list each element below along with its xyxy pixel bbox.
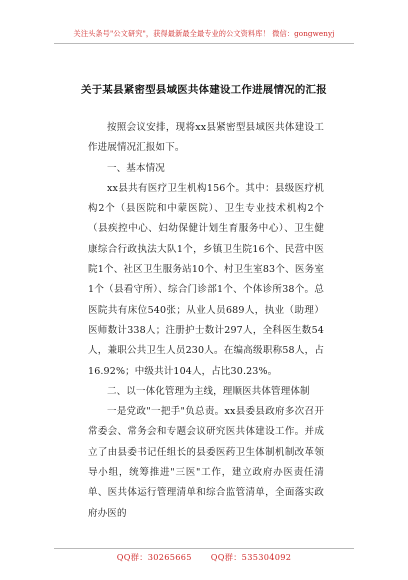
- document-title: 关于某县紧密型县域医共体建设工作进展情况的汇报: [81, 84, 327, 96]
- document-body: [88, 118, 324, 524]
- management-paragraph: 一是党政"一把手"负总责。xx县委县政府多次召开常委会、常务会和专题会议研究医共体建设工作。并成立了由县委书记任组长的县委医药卫生体制机制改革领导小组，统筹推进"三医"工作，建立政府办医责任清单、医共体运行管理清单和综合监管清单，全面落实政府办医的: [88, 406, 324, 519]
- footer-contact: [0, 552, 408, 563]
- footer-qq-group-1: QQ群：30265665: [116, 552, 192, 562]
- section-heading-management: 二、以一体化管理为主线，理顺医共体管理体制: [107, 385, 310, 397]
- header-divider: [54, 43, 354, 44]
- footer-divider: [54, 548, 354, 549]
- header-promo-note: 关注头条号"公文研究"，获得最新最全最专业的公文资料库！ 微信：gongwenyj: [73, 29, 335, 38]
- footer-qq-group-2: QQ群：535304092: [210, 552, 292, 562]
- basic-info-paragraph: xx县共有医疗卫生机构156个。其中：县级医疗机构2个（县医院和中蒙医院）、卫生专业技术机构2个（县疾控中心、妇幼保健计划生育服务中心）、卫生健康综合行政执法大队1个，乡镇卫生院16个、民营中医院1个、社区卫生服务站10个、村卫生室83个、医务室1个（县看守所）、综合门诊部1个、个体诊所38个。总医院共有床位540张；从业人员689人，执业（助理）医师数计338人；注册护士数计297人，全科医生数54人，兼职公共卫生人员230人。在编高级职称58人，占16.92%；中级共计104人，占比30.23%。: [88, 182, 324, 377]
- section-heading-basic-info: 一、基本情况: [107, 162, 165, 174]
- intro-paragraph: 按照会议安排，现将xx县紧密型县域医共体建设工作进展情况汇报如下。: [88, 122, 324, 154]
